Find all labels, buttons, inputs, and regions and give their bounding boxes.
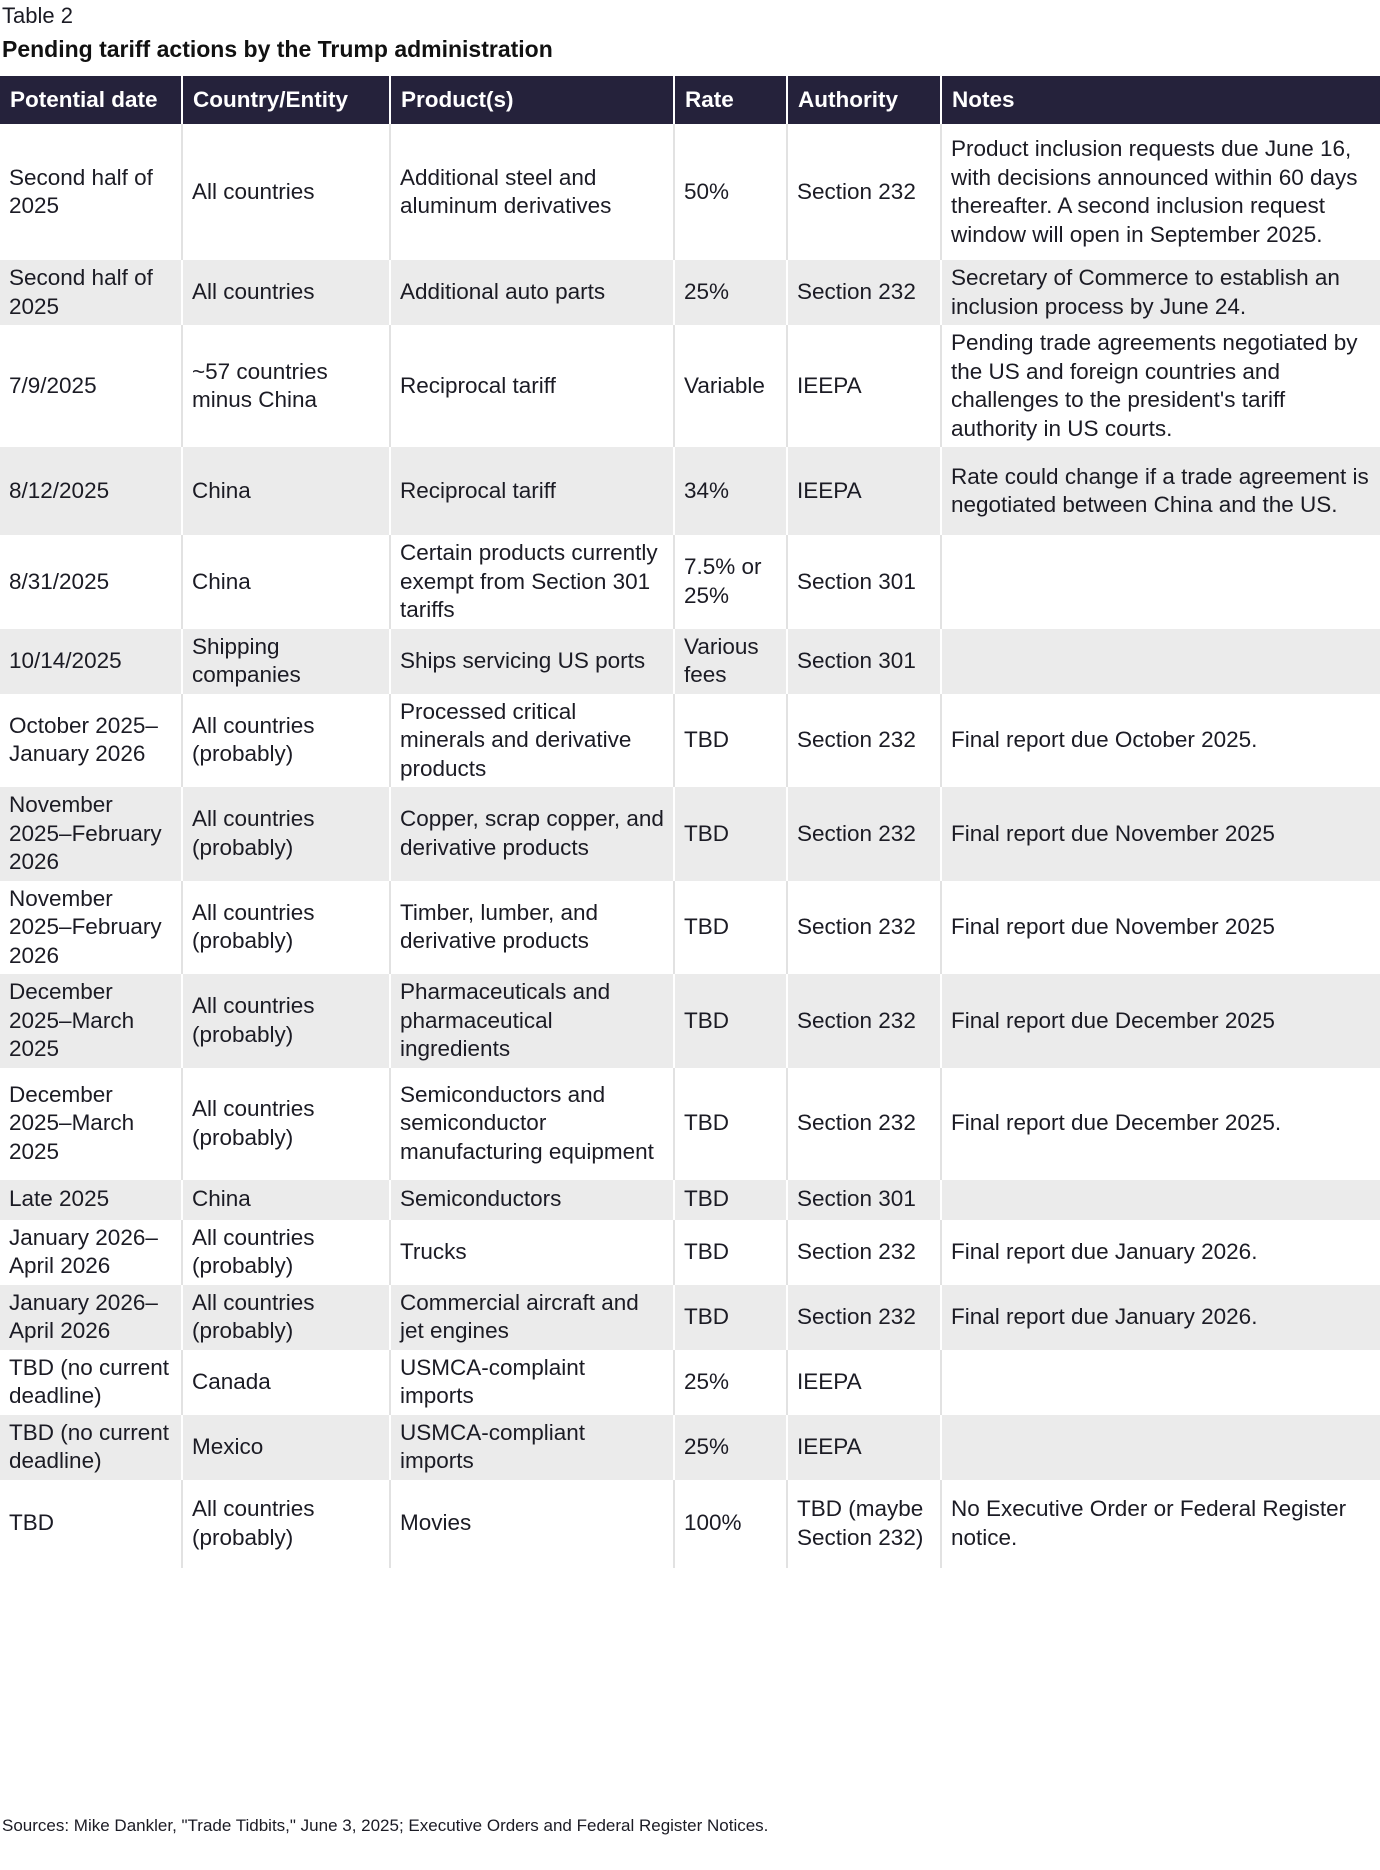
cell-authority: Section 232: [787, 124, 941, 260]
cell-country-entity: All countries (probably): [182, 881, 390, 975]
cell-products: Timber, lumber, and derivative products: [390, 881, 674, 975]
cell-country-entity: All countries: [182, 260, 390, 325]
cell-potential-date: November 2025–February 2026: [0, 881, 182, 975]
header-notes: Notes: [941, 76, 1380, 124]
cell-country-entity: All countries: [182, 124, 390, 260]
cell-authority: IEEPA: [787, 447, 941, 535]
cell-country-entity: Mexico: [182, 1415, 390, 1480]
cell-rate: TBD: [674, 1180, 787, 1220]
cell-notes: Secretary of Commerce to establish an inclusion process by June 24.: [941, 260, 1380, 325]
cell-country-entity: All countries (probably): [182, 1220, 390, 1285]
cell-authority: Section 232: [787, 694, 941, 788]
cell-potential-date: October 2025–January 2026: [0, 694, 182, 788]
table-title: Pending tariff actions by the Trump administration: [2, 36, 553, 62]
cell-authority: Section 232: [787, 1220, 941, 1285]
cell-country-entity: All countries (probably): [182, 694, 390, 788]
sources-note: Sources: Mike Dankler, "Trade Tidbits," June 3, 2025; Executive Orders and Federal Register Notices.: [2, 1816, 769, 1835]
table-row: [0, 325, 1380, 447]
cell-potential-date: TBD (no current deadline): [0, 1350, 182, 1415]
cell-potential-date: January 2026–April 2026: [0, 1285, 182, 1350]
header-rate: Rate: [674, 76, 787, 124]
table-row: [0, 694, 1380, 788]
table-row: [0, 535, 1380, 629]
cell-authority: Section 301: [787, 535, 941, 629]
table-row: [0, 124, 1380, 260]
cell-notes: Final report due January 2026.: [941, 1285, 1380, 1350]
table-row: [0, 1285, 1380, 1350]
cell-notes: No Executive Order or Federal Register notice.: [941, 1480, 1380, 1568]
cell-authority: Section 232: [787, 787, 941, 881]
cell-rate: 100%: [674, 1480, 787, 1568]
cell-authority: IEEPA: [787, 1415, 941, 1480]
cell-rate: Variable: [674, 325, 787, 447]
cell-country-entity: All countries (probably): [182, 1480, 390, 1568]
header-potential-date: Potential date: [0, 76, 182, 124]
cell-products: Movies: [390, 1480, 674, 1568]
cell-products: Trucks: [390, 1220, 674, 1285]
cell-potential-date: Late 2025: [0, 1180, 182, 1220]
cell-country-entity: ~57 countries minus China: [182, 325, 390, 447]
cell-products: Certain products currently exempt from Section 301 tariffs: [390, 535, 674, 629]
cell-notes: Final report due November 2025: [941, 881, 1380, 975]
cell-rate: TBD: [674, 1220, 787, 1285]
cell-notes: Final report due December 2025.: [941, 1068, 1380, 1180]
table-body: [0, 124, 1380, 1568]
table-row: [0, 447, 1380, 535]
cell-notes: [941, 1350, 1380, 1415]
cell-notes: [941, 1415, 1380, 1480]
cell-potential-date: 10/14/2025: [0, 629, 182, 694]
cell-products: Additional steel and aluminum derivatives: [390, 124, 674, 260]
table-row: [0, 1220, 1380, 1285]
header-authority: Authority: [787, 76, 941, 124]
cell-rate: 25%: [674, 260, 787, 325]
cell-potential-date: December 2025–March 2025: [0, 974, 182, 1068]
cell-country-entity: China: [182, 535, 390, 629]
table-row: [0, 787, 1380, 881]
cell-potential-date: 8/31/2025: [0, 535, 182, 629]
header-country-entity: Country/Entity: [182, 76, 390, 124]
table-row: [0, 1350, 1380, 1415]
table-header-row: [0, 76, 1380, 124]
cell-notes: Rate could change if a trade agreement is negotiated between China and the US.: [941, 447, 1380, 535]
cell-potential-date: 8/12/2025: [0, 447, 182, 535]
cell-products: USMCA-compliant imports: [390, 1415, 674, 1480]
tariff-table: [0, 76, 1380, 1568]
cell-country-entity: All countries (probably): [182, 787, 390, 881]
table-row: [0, 1068, 1380, 1180]
cell-products: Semiconductors and semiconductor manufacturing equipment: [390, 1068, 674, 1180]
table-row: [0, 629, 1380, 694]
table-row: [0, 881, 1380, 975]
cell-country-entity: China: [182, 447, 390, 535]
cell-notes: Final report due December 2025: [941, 974, 1380, 1068]
cell-potential-date: Second half of 2025: [0, 124, 182, 260]
cell-notes: Final report due November 2025: [941, 787, 1380, 881]
table-row: [0, 1415, 1380, 1480]
cell-authority: Section 232: [787, 1285, 941, 1350]
cell-potential-date: 7/9/2025: [0, 325, 182, 447]
cell-products: Ships servicing US ports: [390, 629, 674, 694]
cell-rate: 25%: [674, 1415, 787, 1480]
cell-products: Reciprocal tariff: [390, 325, 674, 447]
cell-notes: Final report due January 2026.: [941, 1220, 1380, 1285]
cell-country-entity: All countries (probably): [182, 1068, 390, 1180]
cell-country-entity: Shipping companies: [182, 629, 390, 694]
cell-potential-date: December 2025–March 2025: [0, 1068, 182, 1180]
cell-rate: 34%: [674, 447, 787, 535]
cell-authority: IEEPA: [787, 1350, 941, 1415]
cell-rate: TBD: [674, 974, 787, 1068]
table-row: [0, 1180, 1380, 1220]
cell-potential-date: Second half of 2025: [0, 260, 182, 325]
cell-products: Additional auto parts: [390, 260, 674, 325]
table-row: [0, 1480, 1380, 1568]
cell-potential-date: TBD (no current deadline): [0, 1415, 182, 1480]
cell-country-entity: China: [182, 1180, 390, 1220]
cell-country-entity: All countries (probably): [182, 974, 390, 1068]
cell-potential-date: January 2026–April 2026: [0, 1220, 182, 1285]
cell-potential-date: November 2025–February 2026: [0, 787, 182, 881]
cell-authority: TBD (maybe Section 232): [787, 1480, 941, 1568]
cell-country-entity: All countries (probably): [182, 1285, 390, 1350]
cell-authority: Section 232: [787, 1068, 941, 1180]
cell-notes: [941, 629, 1380, 694]
cell-rate: 25%: [674, 1350, 787, 1415]
cell-notes: [941, 535, 1380, 629]
header-products: Product(s): [390, 76, 674, 124]
cell-rate: 7.5% or 25%: [674, 535, 787, 629]
cell-rate: 50%: [674, 124, 787, 260]
cell-potential-date: TBD: [0, 1480, 182, 1568]
cell-products: Copper, scrap copper, and derivative products: [390, 787, 674, 881]
cell-products: Commercial aircraft and jet engines: [390, 1285, 674, 1350]
cell-authority: Section 232: [787, 260, 941, 325]
cell-products: USMCA-complaint imports: [390, 1350, 674, 1415]
table-row: [0, 974, 1380, 1068]
cell-rate: TBD: [674, 1285, 787, 1350]
table-number: Table 2: [2, 3, 73, 28]
cell-authority: Section 301: [787, 629, 941, 694]
cell-country-entity: Canada: [182, 1350, 390, 1415]
cell-products: Reciprocal tariff: [390, 447, 674, 535]
cell-rate: TBD: [674, 881, 787, 975]
table-row: [0, 260, 1380, 325]
cell-products: Processed critical minerals and derivative products: [390, 694, 674, 788]
cell-authority: Section 232: [787, 881, 941, 975]
cell-authority: Section 301: [787, 1180, 941, 1220]
cell-notes: Product inclusion requests due June 16, with decisions announced within 60 days thereafter. A second inclusion request window will open in September 2025.: [941, 124, 1380, 260]
cell-notes: [941, 1180, 1380, 1220]
cell-rate: TBD: [674, 787, 787, 881]
cell-rate: TBD: [674, 1068, 787, 1180]
cell-products: Pharmaceuticals and pharmaceutical ingredients: [390, 974, 674, 1068]
cell-rate: TBD: [674, 694, 787, 788]
cell-authority: IEEPA: [787, 325, 941, 447]
cell-notes: Final report due October 2025.: [941, 694, 1380, 788]
cell-rate: Various fees: [674, 629, 787, 694]
cell-products: Semiconductors: [390, 1180, 674, 1220]
cell-notes: Pending trade agreements negotiated by the US and foreign countries and challenges to the president's tariff authority in US courts.: [941, 325, 1380, 447]
cell-authority: Section 232: [787, 974, 941, 1068]
